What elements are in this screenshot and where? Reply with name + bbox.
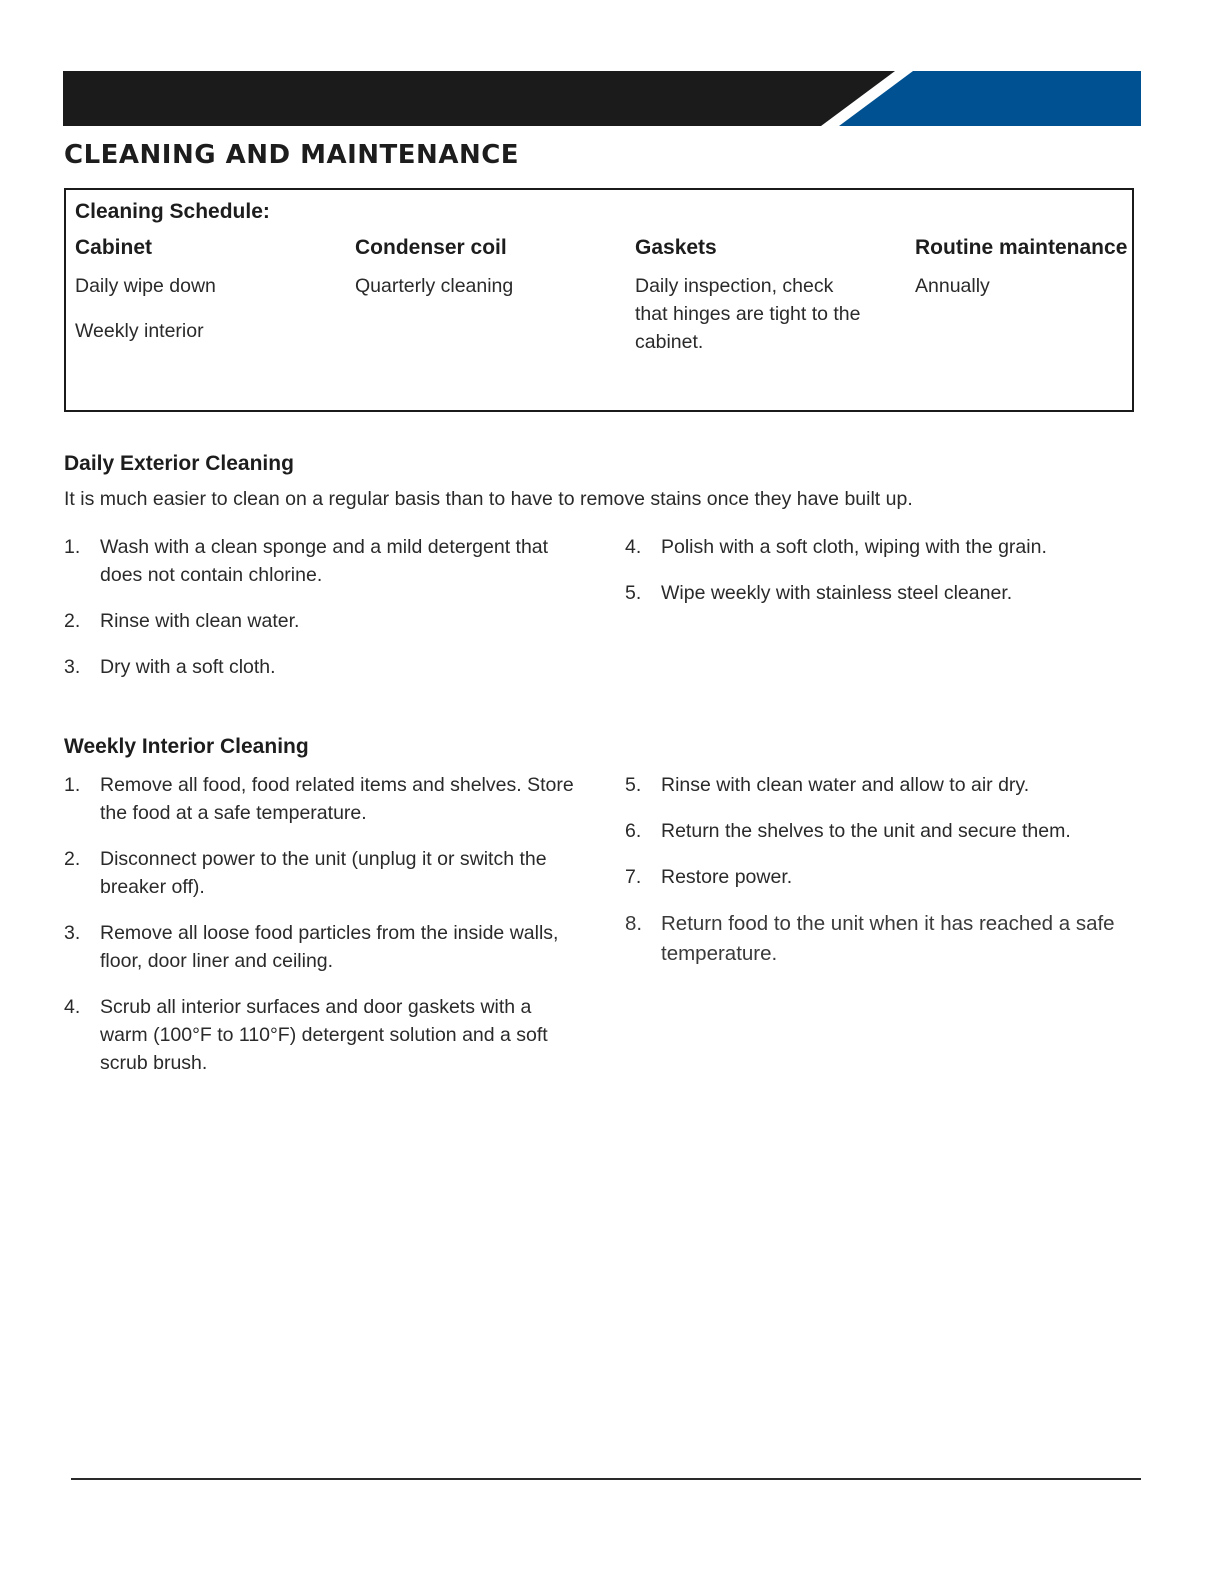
step-text: Restore power. bbox=[661, 866, 793, 888]
daily-exterior-intro: It is much easier to clean on a regular basis than to have to remove stains once they have built up. bbox=[64, 488, 913, 510]
schedule-entry: Weekly interior bbox=[75, 320, 204, 342]
list-item bbox=[625, 771, 1115, 799]
list-item bbox=[64, 845, 579, 901]
schedule-column-condenser-coil bbox=[355, 236, 615, 300]
step-text: Rinse with clean water. bbox=[100, 610, 300, 632]
step-number: 1. bbox=[64, 774, 81, 796]
step-number: 4. bbox=[64, 996, 81, 1018]
schedule-column-title: Gaskets bbox=[635, 236, 717, 259]
schedule-column-title: Routine maintenance bbox=[915, 236, 1128, 259]
step-number: 5. bbox=[625, 582, 642, 604]
schedule-column-title: Cabinet bbox=[75, 236, 153, 259]
schedule-column-title: Condenser coil bbox=[355, 236, 507, 259]
daily-steps-right bbox=[625, 533, 1105, 625]
list-item bbox=[625, 817, 1115, 845]
step-number: 6. bbox=[625, 820, 642, 842]
step-text: Dry with a soft cloth. bbox=[100, 656, 276, 678]
step-text: Wash with a clean sponge and a mild detergent that does not contain chlorine. bbox=[100, 536, 549, 586]
step-number: 8. bbox=[625, 912, 643, 935]
list-item bbox=[64, 653, 574, 681]
list-item bbox=[64, 607, 574, 635]
daily-exterior-heading: Daily Exterior Cleaning bbox=[64, 452, 294, 475]
page-title: CLEANING AND MAINTENANCE bbox=[64, 140, 520, 170]
cleaning-schedule-box bbox=[64, 188, 1134, 412]
step-number: 2. bbox=[64, 848, 81, 870]
step-text: Scrub all interior surfaces and door gaskets with a warm (100°F to 110°F) detergent solution and a soft scrub brush. bbox=[100, 996, 548, 1074]
schedule-column-routine-maintenance bbox=[915, 236, 1130, 300]
step-text: Polish with a soft cloth, wiping with the grain. bbox=[661, 536, 1047, 558]
step-text: Return food to the unit when it has reached a safe temperature. bbox=[661, 912, 1115, 965]
list-item bbox=[64, 919, 579, 975]
weekly-steps-left bbox=[64, 771, 579, 1095]
step-number: 7. bbox=[625, 866, 642, 888]
list-item bbox=[64, 533, 574, 589]
schedule-heading: Cleaning Schedule: bbox=[75, 200, 270, 223]
step-text: Remove all food, food related items and shelves. Store the food at a safe temperature. bbox=[100, 774, 574, 824]
schedule-entry: Quarterly cleaning bbox=[355, 275, 514, 297]
step-number: 5. bbox=[625, 774, 642, 796]
list-item bbox=[64, 771, 579, 827]
step-number: 2. bbox=[64, 610, 81, 632]
header-accent-band bbox=[839, 71, 1141, 126]
step-text: Return the shelves to the unit and secure them. bbox=[661, 820, 1071, 842]
header-dark-band bbox=[63, 71, 895, 126]
schedule-entry: Annually bbox=[915, 275, 990, 297]
header-banner bbox=[63, 71, 1141, 126]
step-number: 1. bbox=[64, 536, 81, 558]
step-text: Remove all loose food particles from the inside walls, floor, door liner and ceiling. bbox=[100, 922, 559, 972]
list-item bbox=[625, 909, 1115, 969]
list-item bbox=[625, 533, 1105, 561]
list-item bbox=[625, 579, 1105, 607]
list-item bbox=[64, 993, 579, 1077]
step-number: 3. bbox=[64, 656, 81, 678]
step-text: Wipe weekly with stainless steel cleaner. bbox=[661, 582, 1013, 604]
schedule-entry: Daily inspection, check that hinges are tight to the cabinet. bbox=[635, 275, 861, 353]
step-text: Rinse with clean water and allow to air dry. bbox=[661, 774, 1030, 796]
schedule-entry: Daily wipe down bbox=[75, 275, 216, 297]
daily-steps-left bbox=[64, 533, 574, 699]
schedule-column-cabinet bbox=[75, 236, 335, 345]
step-number: 4. bbox=[625, 536, 642, 558]
weekly-steps-right bbox=[625, 771, 1115, 987]
list-item bbox=[625, 863, 1115, 891]
step-text: Disconnect power to the unit (unplug it or switch the breaker off). bbox=[100, 848, 547, 898]
weekly-interior-heading: Weekly Interior Cleaning bbox=[64, 735, 309, 758]
step-number: 3. bbox=[64, 922, 81, 944]
schedule-column-gaskets bbox=[635, 236, 865, 356]
footer-divider bbox=[71, 1478, 1141, 1480]
